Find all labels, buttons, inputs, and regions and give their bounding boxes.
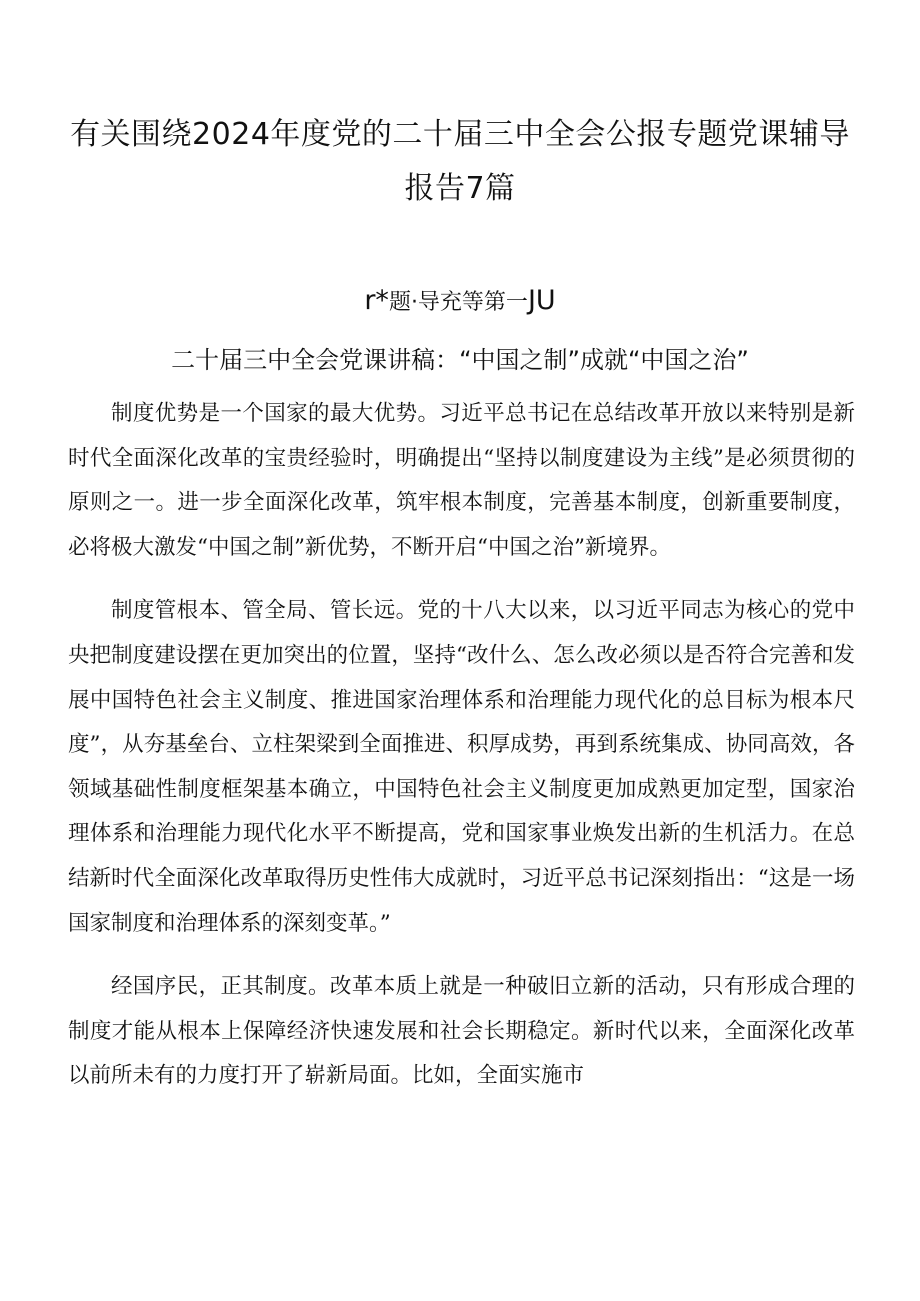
body-paragraph: 制度优势是一个国家的最大优势。习近平总书记在总结改革开放以来特别是新时代全面深化改革的宝贵经验时，明确提出“坚持以制度建设为主线”是必须贯彻的原则之一。进一步全面深化改革，筑牢根本制度，完善基本制度，创新重要制度，必将极大激发“中国之制”新优势，不断开启“中国之治”新境界。 — [68, 401, 855, 560]
document-title: 有关围绕2024年度党的二十届三中全会公报专题党课辅导报告7篇 — [70, 117, 850, 206]
section-heading-suffix: JU — [527, 285, 556, 316]
body-paragraph: 经国序民，正其制度。改革本质上就是一种破旧立新的活动，只有形成合理的制度才能从根本上保障经济快速发展和社会长期稳定。新时代以来，全面深化改革以前所未有的力度打开了崭新局面。比如，全面实施市 — [68, 974, 855, 1089]
section-heading-prefix: r* — [364, 285, 389, 316]
article-body — [68, 392, 855, 1118]
section-heading-middle: 题·导充等第一 — [388, 290, 528, 315]
section-heading — [60, 283, 860, 321]
article-title: 二十届三中全会党课讲稿：“中国之制”成就“中国之治” — [171, 346, 749, 374]
body-paragraph: 制度管根本、管全局、管长远。党的十八大以来，以习近平同志为核心的党中央把制度建设摆在更加突出的位置，坚持“改什么、怎么改必须以是否符合完善和发展中国特色社会主义制度、推进国家治理体系和治理能力现代化的总目标为根本尺度”，从夯基垒台、立柱架梁到全面推进、积厚成势，再到系统集成、协同高效，各领域基础性制度框架基本确立，中国特色社会主义制度更加成熟更加定型，国家治理体系和治理能力现代化水平不断提高，党和国家事业焕发出新的生机活力。在总结新时代全面深化改革取得历史性伟大成就时，习近平总书记深刻指出：“这是一场国家制度和治理体系的深刻变革。” — [68, 598, 855, 936]
